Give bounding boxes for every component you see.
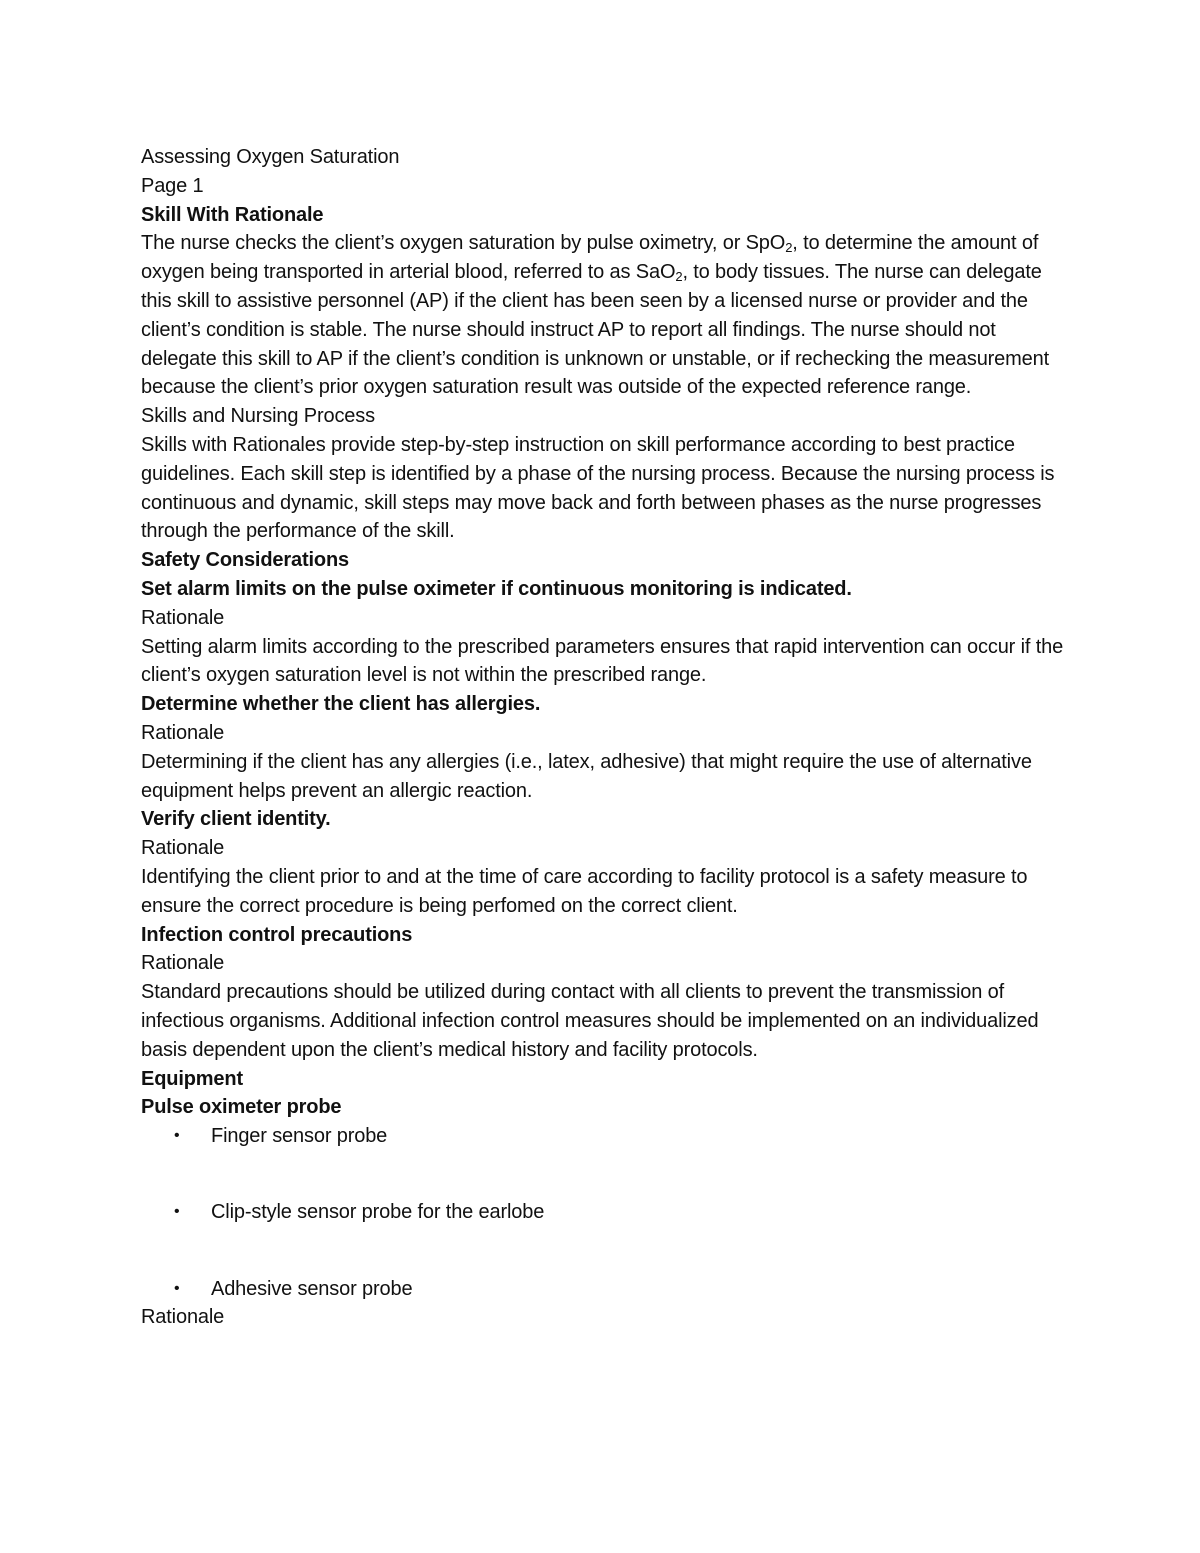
equipment-list xyxy=(141,1122,1071,1303)
rationale-text: Determining if the client has any allergies (i.e., latex, adhesive) that might require the use of alternative equipment helps prevent an allergic reaction. xyxy=(141,750,1032,802)
bullet-icon: • xyxy=(174,1279,180,1297)
bullet-icon: • xyxy=(174,1203,180,1221)
intro-text-a: The nurse checks the client’s oxygen saturation by pulse oximetry, or SpO xyxy=(141,232,786,255)
safety-item xyxy=(141,805,1071,920)
rationale-label: Rationale xyxy=(141,837,225,860)
rationale-label: Rationale xyxy=(141,1306,225,1329)
safety-item xyxy=(141,575,1071,690)
skills-process-heading: Skills and Nursing Process xyxy=(141,405,375,428)
rationale-text: Identifying the client prior to and at the time of care according to facility protocol is a safety measure to ensure the correct procedure is being perfomed on the correct client. xyxy=(141,865,1028,917)
subscript-2: 2 xyxy=(785,240,793,256)
rationale-text: Setting alarm limits according to the prescribed parameters ensures that rapid intervention can occur if the client’s oxygen saturation level is not within the prescribed range. xyxy=(141,635,1064,687)
skill-heading: Skill With Rationale xyxy=(141,203,324,226)
rationale-label: Rationale xyxy=(141,952,225,975)
safety-step: Verify client identity. xyxy=(141,808,331,831)
list-item xyxy=(141,1122,1071,1151)
list-item-text: Finger sensor probe xyxy=(211,1125,388,1148)
page-label: Page 1 xyxy=(141,174,204,197)
equipment-subheading: Pulse oximeter probe xyxy=(141,1096,342,1119)
safety-step: Infection control precautions xyxy=(141,923,413,946)
safety-item xyxy=(141,921,1071,1065)
list-item-text: Clip-style sensor probe for the earlobe xyxy=(211,1201,545,1224)
list-item-text: Adhesive sensor probe xyxy=(211,1277,413,1300)
safety-step: Set alarm limits on the pulse oximeter if continuous monitoring is indicated. xyxy=(141,577,852,600)
list-item xyxy=(141,1198,1071,1227)
intro-paragraph xyxy=(141,229,1071,402)
safety-item xyxy=(141,690,1071,805)
rationale-text: Standard precautions should be utilized during contact with all clients to prevent the transmission of infectious organisms. Additional infection control measures should be implemented on an individualized basis dependent upon the client’s medical history and facility protocols. xyxy=(141,981,1039,1061)
intro-text-b: , to determine the amount of oxygen being transported in arterial blood, referred to as SaO xyxy=(141,232,1039,284)
rationale-label: Rationale xyxy=(141,606,225,629)
safety-heading: Safety Considerations xyxy=(141,549,350,572)
rationale-label: Rationale xyxy=(141,721,225,744)
list-item xyxy=(141,1275,1071,1304)
subscript-2: 2 xyxy=(675,269,683,285)
bullet-icon: • xyxy=(174,1127,180,1145)
document-page xyxy=(141,143,1071,1332)
document-title: Assessing Oxygen Saturation xyxy=(141,146,400,168)
skills-process-text: Skills with Rationales provide step-by-step instruction on skill performance according to best practice guidelines. Each skill step is identified by a phase of the nursing process. Because the nursing process is continuous and dynamic, skill steps may move back and forth between phases as the nurse progresses through the performance of the skill. xyxy=(141,433,1055,543)
intro-text-c: , to body tissues. The nurse can delegate this skill to assistive personnel (AP) if the client has been seen by a licensed nurse or provider and the client’s condition is stable. The nurse should instruct AP to report all findings. The nurse should not delegate this skill to AP if the client’s condition is unknown or unstable, or if rechecking the measurement because the client’s prior oxygen saturation result was outside of the expected reference range. xyxy=(141,261,1050,399)
safety-step: Determine whether the client has allergies. xyxy=(141,693,541,716)
equipment-heading: Equipment xyxy=(141,1067,243,1090)
